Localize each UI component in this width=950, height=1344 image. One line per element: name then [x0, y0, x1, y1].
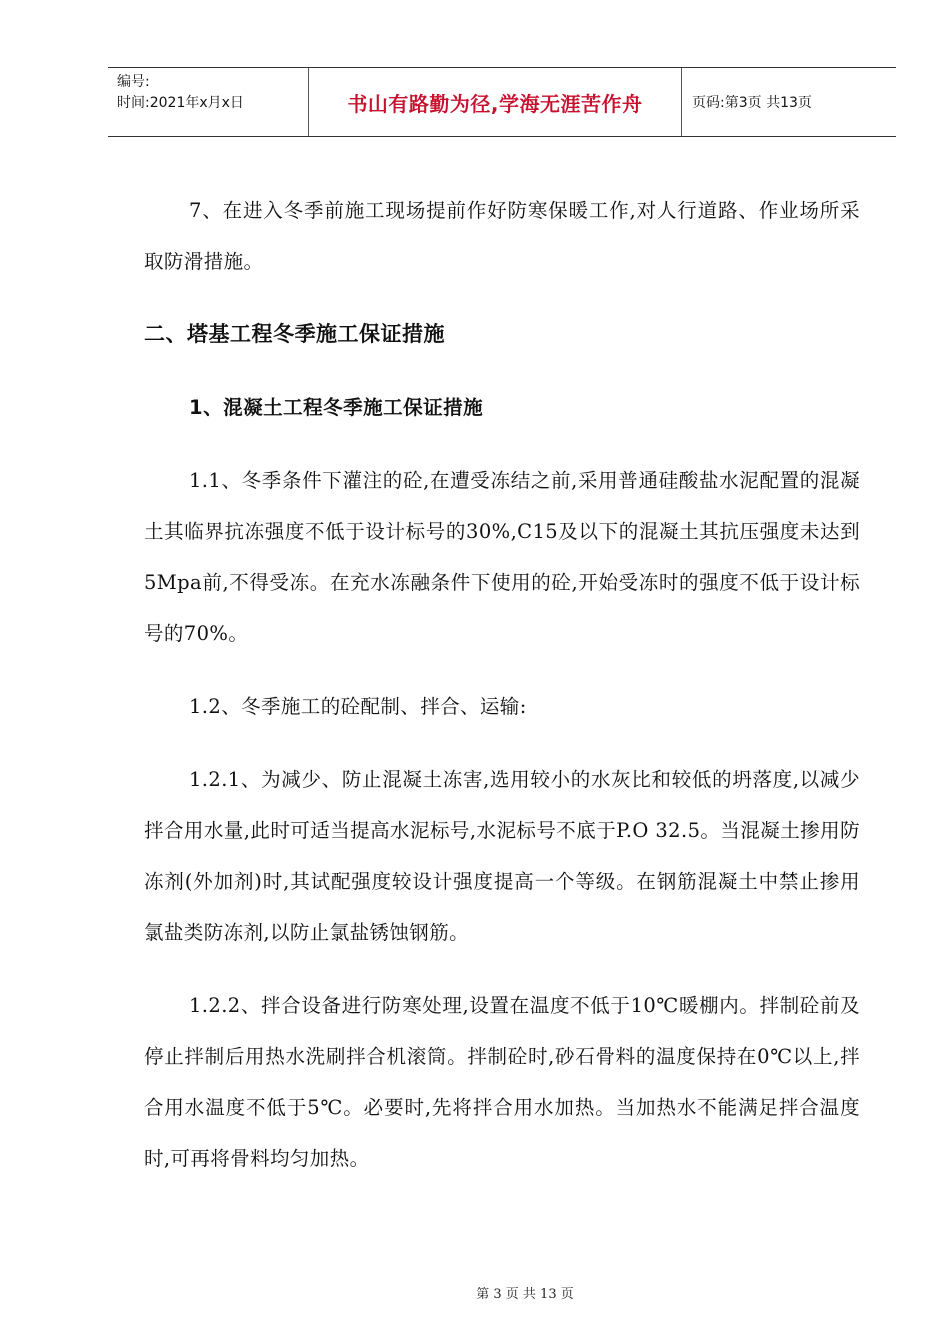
header-left-cell	[108, 68, 308, 136]
paragraph-1-2-1: 1.2.1、为减少、防止混凝土冻害,选用较小的水灰比和较低的坍落度,以减少拌合用水量,此时可适当提高水泥标号,水泥标号不底于P.O 32.5。当混凝土掺用防冻剂(外加剂)时,其试配强度较设计强度提高一个等级。在钢筋混凝土中禁止掺用氯盐类防冻剂,以防止氯盐锈蚀钢筋。	[144, 768, 860, 944]
page-footer: 第 3 页 共 13 页	[476, 1287, 574, 1302]
paragraph-1-1: 1.1、冬季条件下灌注的砼,在遭受冻结之前,采用普通硅酸盐水泥配置的混凝土其临界抗冻强度不低于设计标号的30%,C15及以下的混凝土其抗压强度未达到5Mpa前,不得受冻。在充水冻融条件下使用的砼,开始受冻时的强度不低于设计标号的70%。	[144, 469, 860, 645]
paragraph-1-2: 1.2、冬季施工的砼配制、拌合、运输:	[189, 695, 527, 718]
page-header	[108, 67, 896, 137]
header-page-label: 页码:第3页 共13页	[692, 95, 812, 111]
paragraph-7: 7、在进入冬季前施工现场提前作好防寒保暖工作,对人行道路、作业场所采取防滑措施。	[144, 199, 860, 273]
serial-label: 编号:	[117, 74, 150, 90]
paragraph-1-2-2: 1.2.2、拌合设备进行防寒处理,设置在温度不低于10℃暖棚内。拌制砼前及停止拌制后用热水洗刷拌合机滚筒。拌制砼时,砂石骨料的温度保持在0℃以上,拌合用水温度不低于5℃。必要时,先将拌合用水加热。当加热水不能满足拌合温度时,可再将骨料均匀加热。	[144, 994, 860, 1170]
section-title: 二、塔基工程冬季施工保证措施	[144, 322, 445, 346]
subsection-title: 1、混凝土工程冬季施工保证措施	[189, 396, 484, 419]
header-motto: 书山有路勤为径,学海无涯苦作舟	[308, 68, 682, 136]
document-body	[144, 185, 860, 1184]
date-label: 时间:2021年x月x日	[117, 95, 244, 111]
